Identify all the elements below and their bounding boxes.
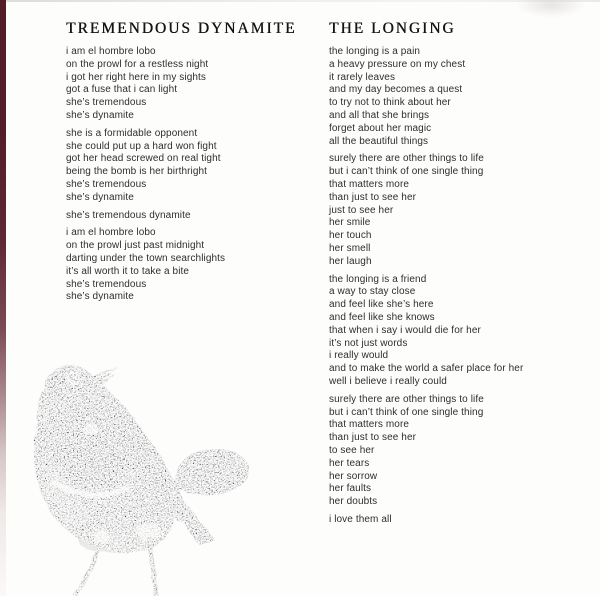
lyric-line: she’s dynamite [66,291,134,303]
lyric-line: a way to stay close [329,286,416,298]
bird-eye [69,374,77,382]
lyric-line: i really would [329,350,389,362]
lyric-line: her faults [329,483,372,495]
stanza [66,46,322,123]
lyric-line: and my day becomes a quest [329,84,463,96]
lyric-line: her doubts [329,496,378,508]
lyric-line: that matters more [329,419,410,431]
lyric-line: to see her [329,444,375,456]
lyric-line: but i can’t think of one single thing [329,406,484,418]
lyric-line: she’s dynamite [66,191,134,203]
lyric-line: i love them all [329,513,392,525]
lyric-line: her smile [329,217,371,229]
lyric-line: and all that she brings [329,109,430,121]
lyric-line: surely there are other things to life [329,393,484,405]
scan-smudge [516,0,586,18]
stanza [329,394,593,509]
lyric-line: her laugh [329,255,372,267]
lyric-line: being the bomb is her birthright [66,166,208,178]
lyric-line: she’s tremendous [66,97,147,109]
bird-illustration [28,363,260,596]
stanza [329,274,593,389]
lyric-line: than just to see her [329,191,417,203]
stanza [66,128,322,205]
bird-tail [175,448,249,494]
lyrics-block [329,46,593,527]
scan-top-edge [0,0,600,2]
lyric-line: forget about her magic [329,122,432,134]
lyric-line: her smell [329,242,371,254]
lyric-line: she’s dynamite [66,109,134,121]
lyric-line: just to see her [329,204,394,216]
lyric-line: i got her right here in my sights [66,71,207,83]
bird-bib-spot [82,424,98,435]
booklet-spine-edge [0,0,6,596]
song-title: TREMENDOUS DYNAMITE [66,20,297,37]
lyric-line: on the prowl for a restless night [66,58,209,70]
lyric-line: and feel like she’s here [329,299,434,311]
lyric-line: well i believe i really could [329,375,447,387]
lyric-line: and feel like she knows [329,311,435,323]
lyric-line: darting under the town searchlights [66,252,226,264]
stanza [66,227,322,304]
lyric-line: a heavy pressure on my chest [329,58,466,70]
stanza [329,153,593,268]
lyric-line: she’s tremendous [66,178,147,190]
lyric-line: that when i say i would die for her [329,324,481,336]
lyric-line: her tears [329,457,370,469]
song-title: THE LONGING [329,20,456,37]
lyric-line: the longing is a pain [329,46,421,57]
lyric-line: surely there are other things to life [329,153,484,165]
lyric-line: that matters more [329,178,410,190]
lyric-line: got a fuse that i can light [66,84,178,96]
lyric-line: than just to see her [329,432,417,444]
lyric-line: her sorrow [329,470,378,482]
lyric-line: it rarely leaves [329,71,396,83]
lyric-line: and to make the world a safer place for her [329,363,524,375]
lyric-line: the longing is a friend [329,273,427,285]
song-column-tremendous-dynamite [66,20,322,309]
lyric-line: she’s tremendous [66,278,147,290]
lyric-line: she is a formidable opponent [66,127,198,139]
lyric-line: got her head screwed on real tight [66,153,221,165]
bird-illustration-svg [28,363,260,596]
lyric-line: to try not to think about her [329,97,451,109]
lyric-line: she’s tremendous dynamite [66,209,191,221]
lyric-line: she could put up a hard won fight [66,140,217,152]
lyric-line: it’s not just words [329,337,408,349]
stanza [66,210,322,223]
lyric-line: i am el hombre lobo [66,46,156,57]
lyric-line: i am el hombre lobo [66,227,156,239]
lyrics-block [66,46,322,304]
lyric-line: her touch [329,230,372,242]
bird-leg-left [74,541,100,596]
lyric-line: it’s all worth it to take a bite [66,265,190,277]
song-column-the-longing [329,20,593,532]
stanza [329,46,593,148]
lyric-line: on the prowl just past midnight [66,240,205,252]
stanza [329,514,593,527]
lyric-line: all the beautiful things [329,135,429,147]
lyric-line: but i can’t think of one single thing [329,166,484,178]
